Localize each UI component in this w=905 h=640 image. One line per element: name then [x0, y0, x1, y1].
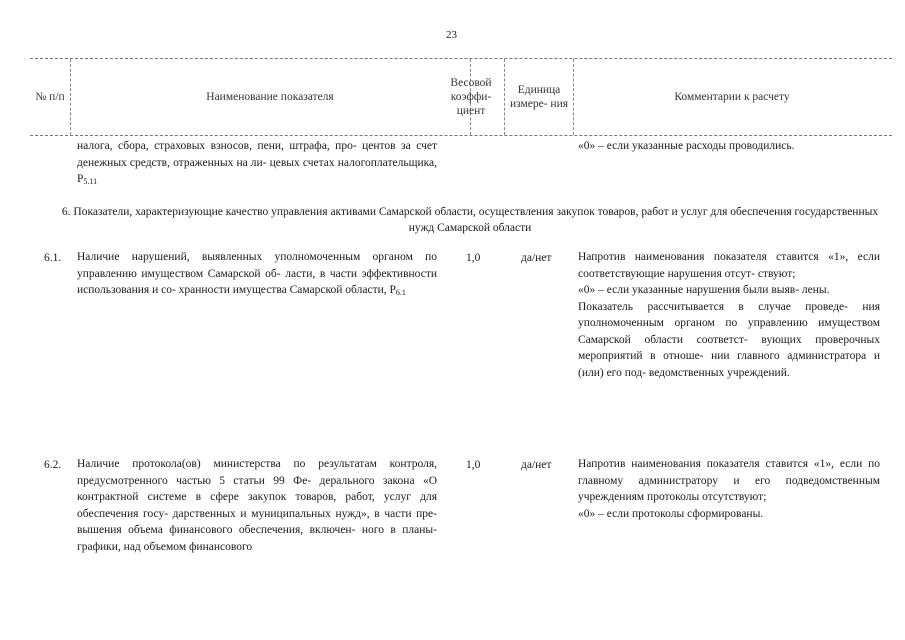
- row-name: [77, 249, 437, 302]
- column-divider: [504, 59, 505, 135]
- row-comment: [578, 456, 880, 522]
- continued-name-sub: 5.11: [83, 177, 98, 186]
- header-num: № п/п: [35, 91, 65, 103]
- continued-name: [77, 138, 437, 191]
- row-name-text: Наличие нарушений, выявленных уполномоченным органом по управлению имуществом Самарской об- ласти, в части эффективности использования и со- хранности имущества Самарской области, Р: [77, 251, 437, 296]
- table-header: [30, 58, 892, 136]
- row-unit: да/нет: [521, 252, 552, 264]
- row-comment-para: «0» – если указанные нарушения были выяв- лены.: [578, 284, 830, 296]
- header-comment: Комментарии к расчету: [674, 91, 790, 103]
- header-weight: Весовой коэффи- циент: [450, 77, 492, 117]
- row-unit: да/нет: [521, 459, 552, 471]
- section-title: 6. Показатели, характеризующие качество управления активами Самарской области, осуществления закупок товаров, работ и услуг для обеспечения государственных нужд Самарской области: [61, 206, 879, 234]
- row-comment-para: Напротив наименования показателя ставится «1», если соответствующие нарушения отсут- ствуют;: [578, 251, 880, 280]
- continued-comment: «0» – если указанные расходы проводились.: [578, 140, 795, 152]
- row-comment-para: Напротив наименования показателя ставится «1», если по главному администратору и его подведомственным учреждениям протоколы отсутствуют;: [578, 458, 880, 503]
- row-num: 6.2.: [44, 459, 62, 471]
- row-weight: 1,0: [466, 252, 481, 264]
- page-number: 23: [446, 29, 457, 41]
- row-comment-para: Показатель рассчитывается в случае проведе- ния уполномоченным органом по управлению имуществом Самарской области соответст- вующих проверочных мероприятий в отноше- нии главного администратора и (или) его под- ведомственных учреждений.: [578, 300, 880, 379]
- continued-name-text: налога, сбора, страховых взносов, пени, штрафа, про- центов за счет денежных средств, отраженных на ли- цевых счетах налогоплательщика, Р: [77, 140, 437, 185]
- row-comment: [578, 249, 880, 381]
- row-name-sub: 6.1: [395, 288, 406, 297]
- header-unit: Единица измере- ния: [509, 84, 569, 110]
- row-num: 6.1.: [44, 252, 62, 264]
- row-comment-para: «0» – если протоколы сформированы.: [578, 507, 764, 520]
- row-weight: 1,0: [466, 459, 481, 471]
- header-name: Наименование показателя: [206, 91, 334, 103]
- row-name: Наличие протокола(ов) министерства по результатам контроля, предусмотренного частью 5 статьи 99 Фе- дерального закона «О контрактной системе в сфере закупок товаров, работ, услуг для обеспечения госу- дарственных и муниципальных нужд», в части пре- вышения объема финансового обеспечения, включен- ного в планы-графики, над объемом финансового: [77, 458, 437, 553]
